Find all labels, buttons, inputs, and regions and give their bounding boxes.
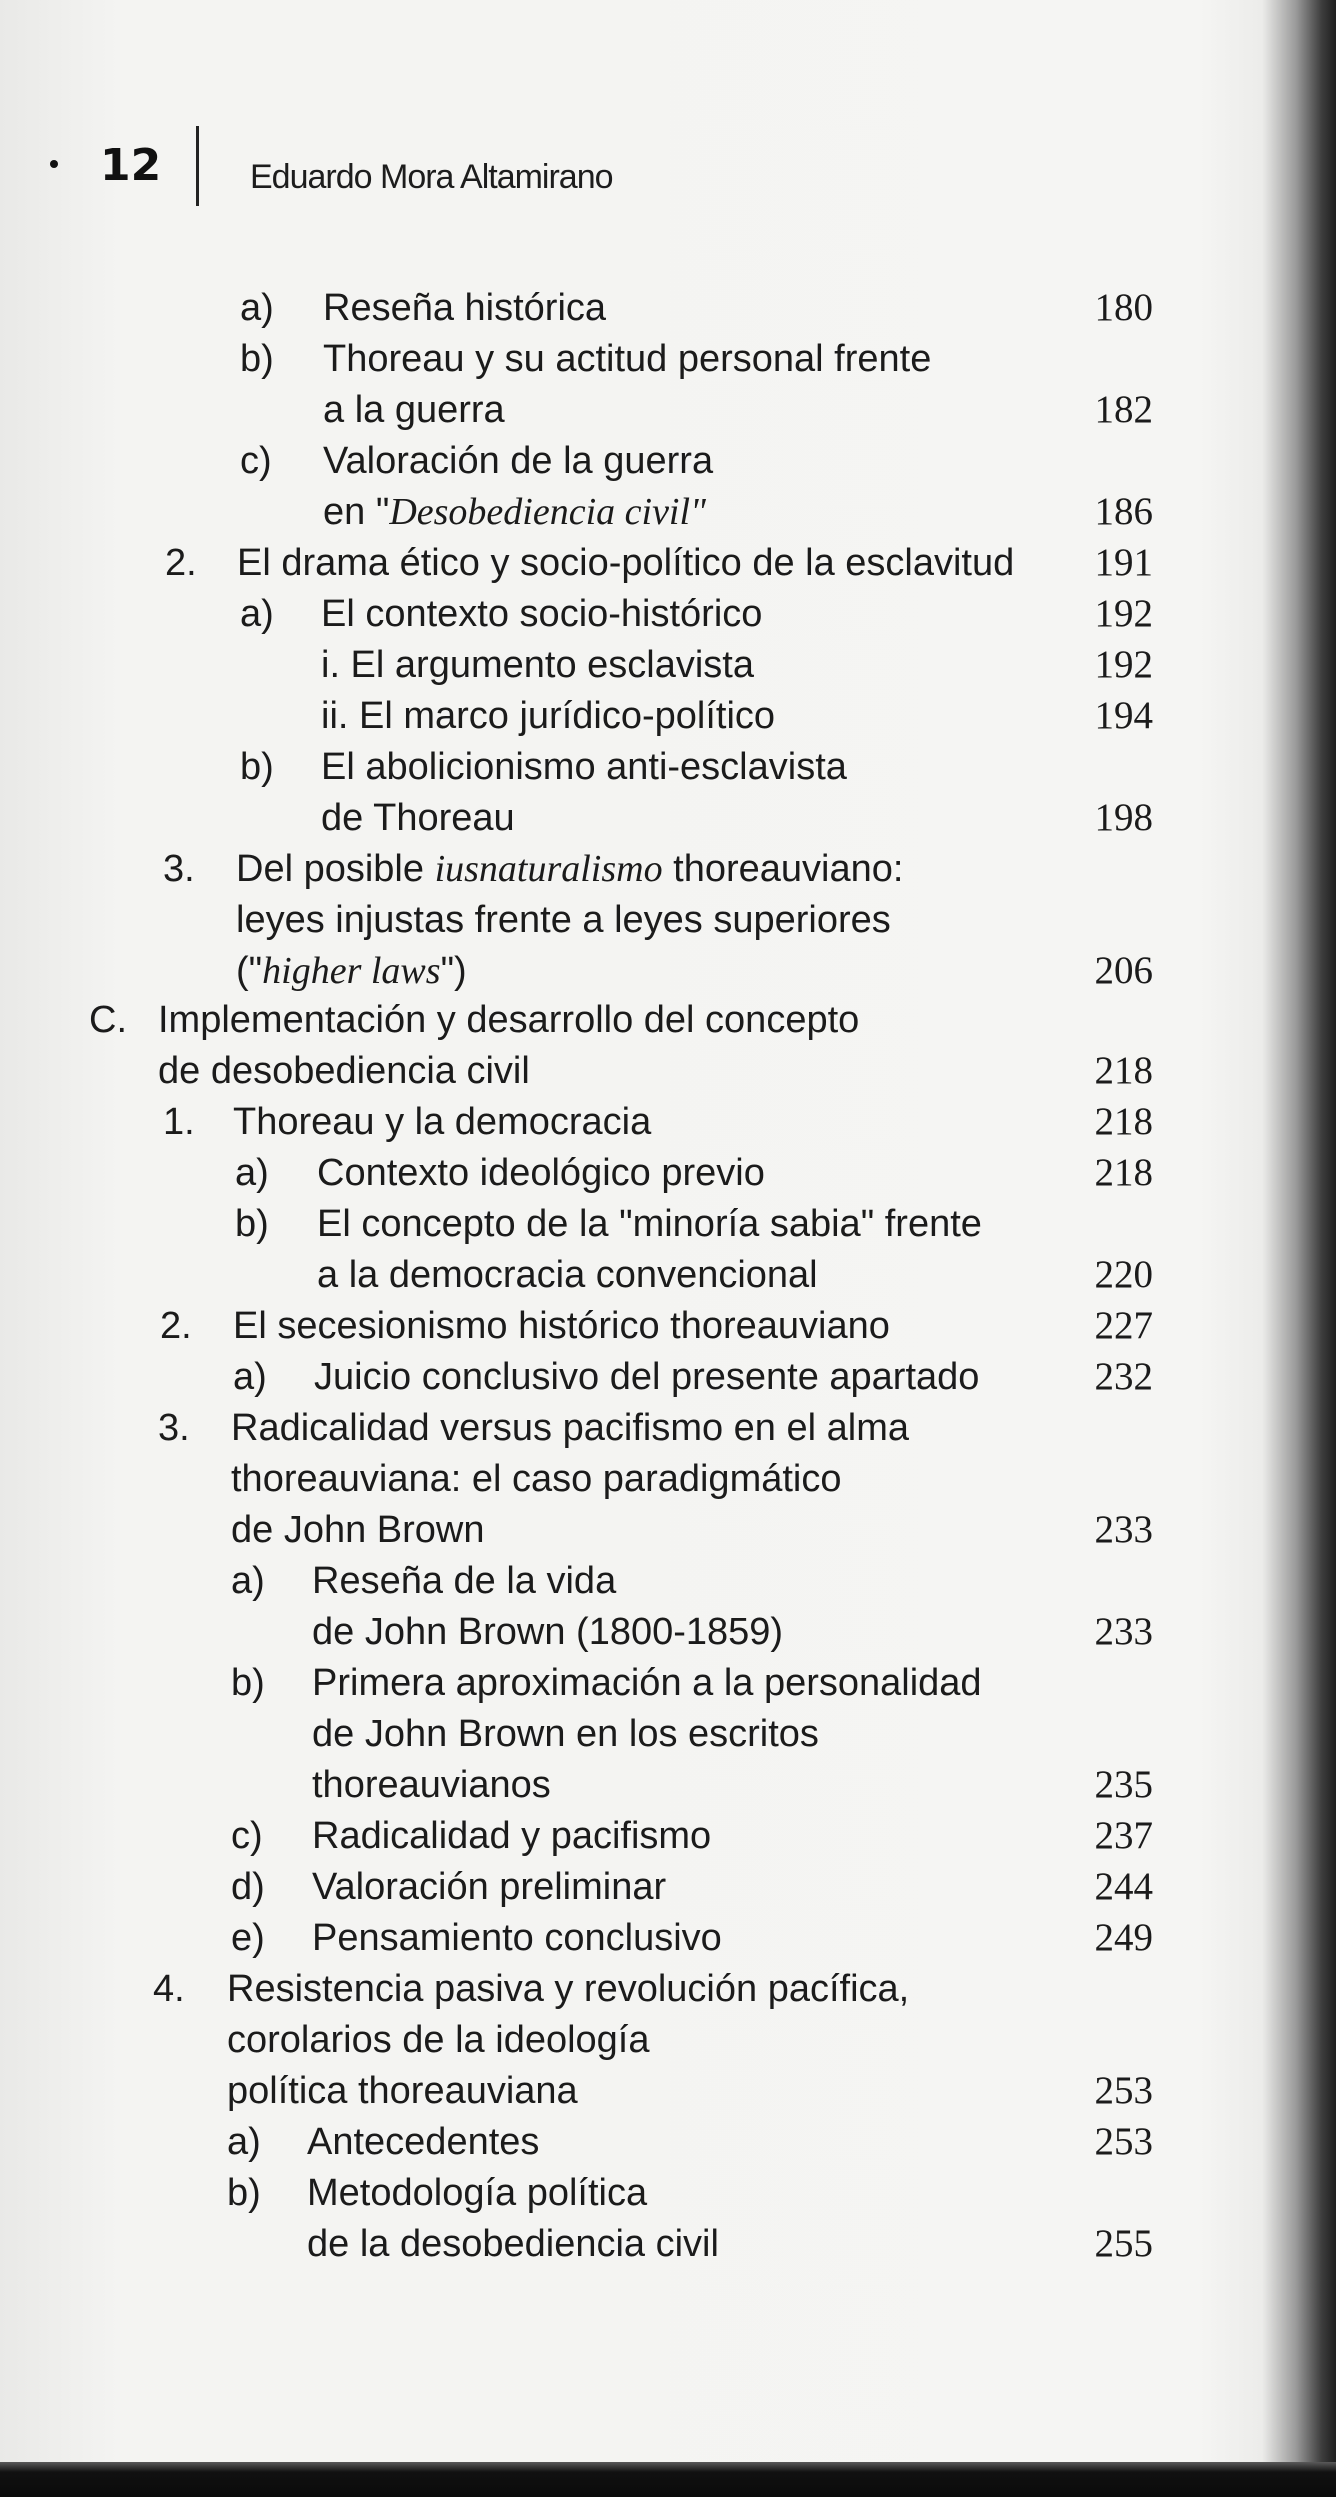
toc-marker: 2. (165, 542, 197, 584)
toc-title-part: (" (236, 950, 263, 992)
toc-title: a la guerra (323, 389, 505, 431)
toc-title: Metodología política (307, 2172, 648, 2214)
toc-entry-continuation (0, 1505, 1336, 1555)
toc-marker: a) (240, 287, 274, 329)
toc-entry (0, 1148, 1336, 1198)
toc-marker: b) (227, 2172, 261, 2214)
toc-entry-continuation (0, 1454, 1336, 1504)
toc-title: El drama ético y socio-político de la esclavitud (237, 542, 1015, 584)
toc-title: Thoreau y la democracia (233, 1101, 652, 1143)
toc-title: ii. El marco jurídico-político (321, 695, 776, 737)
page-number: 12 (100, 140, 162, 191)
toc-page: 233 (1094, 1610, 1153, 1653)
toc-entry (0, 1964, 1336, 2014)
toc-title: i. El argumento esclavista (321, 644, 754, 686)
toc-title: Thoreau y su actitud personal frente (323, 338, 932, 380)
toc-page: 180 (1094, 286, 1153, 329)
toc-title: El abolicionismo anti-esclavista (321, 746, 847, 788)
toc-page: 233 (1094, 1508, 1153, 1551)
toc-marker: 3. (158, 1407, 190, 1449)
toc-entry-continuation (0, 385, 1336, 435)
toc-entry-continuation (0, 1607, 1336, 1657)
toc-entry (0, 538, 1336, 588)
toc-page: 253 (1094, 2069, 1153, 2112)
toc-marker: a) (231, 1560, 265, 1602)
toc-marker: b) (231, 1662, 265, 1704)
toc-entry (0, 334, 1336, 384)
toc-title-part: ") (440, 950, 467, 992)
toc-title (236, 946, 467, 996)
toc-title: de John Brown (1800-1859) (312, 1611, 784, 1653)
toc-page: 192 (1094, 592, 1153, 635)
toc-entry (0, 844, 1336, 894)
toc-entry-continuation (0, 1760, 1336, 1810)
toc-entry (0, 1199, 1336, 1249)
toc-title-part: thoreauviano: (662, 848, 904, 890)
toc-title: leyes injustas frente a leyes superiores (236, 899, 891, 941)
toc-entry (0, 1556, 1336, 1606)
toc-entry-continuation (0, 2219, 1336, 2269)
toc-entry (0, 742, 1336, 792)
toc-page: 255 (1094, 2222, 1153, 2265)
toc-title: de la desobediencia civil (307, 2223, 719, 2265)
toc-page: 237 (1094, 1814, 1153, 1857)
toc-entry (0, 1352, 1336, 1402)
toc-title: Juicio conclusivo del presente apartado (314, 1356, 980, 1398)
toc-entry (0, 640, 1336, 690)
toc-marker: b) (235, 1203, 269, 1245)
toc-title: Contexto ideológico previo (317, 1152, 765, 1194)
toc-page: 235 (1094, 1763, 1153, 1806)
toc-marker: b) (240, 338, 274, 380)
toc-page: 218 (1094, 1100, 1153, 1143)
toc-title: de desobediencia civil (158, 1050, 530, 1092)
toc-title: Valoración de la guerra (323, 440, 714, 482)
toc-title: Primera aproximación a la personalidad (312, 1662, 982, 1704)
toc-title: thoreauvianos (312, 1764, 551, 1806)
toc-title-italic: higher laws (262, 950, 441, 992)
toc-page: 198 (1094, 796, 1153, 839)
toc-title-italic: iusnaturalismo (434, 848, 663, 890)
toc-entry-continuation (0, 487, 1336, 537)
toc-marker: b) (240, 746, 274, 788)
toc-title: de Thoreau (321, 797, 515, 839)
toc-title: política thoreauviana (227, 2070, 578, 2112)
toc-entry-continuation (0, 1250, 1336, 1300)
toc-marker: 3. (163, 848, 195, 890)
toc-title: Resistencia pasiva y revolución pacífica, (227, 1968, 910, 2010)
toc-marker: C. (89, 999, 127, 1041)
toc-page: 186 (1094, 490, 1153, 533)
toc-marker: 1. (163, 1101, 195, 1143)
toc-entry (0, 1403, 1336, 1453)
toc-marker: c) (231, 1815, 263, 1857)
toc-page: 206 (1094, 949, 1153, 992)
toc-marker: a) (240, 593, 274, 635)
toc-entry (0, 1862, 1336, 1912)
toc-title (323, 487, 706, 537)
toc-marker: a) (233, 1356, 267, 1398)
toc-title: a la democracia convencional (317, 1254, 818, 1296)
toc-title: corolarios de la ideología (227, 2019, 650, 2061)
toc-title: Antecedentes (307, 2121, 540, 2163)
toc-marker: c) (240, 440, 272, 482)
toc-entry (0, 1097, 1336, 1147)
toc-title: thoreauviana: el caso paradigmático (231, 1458, 842, 1500)
toc-page: 220 (1094, 1253, 1153, 1296)
toc-marker: d) (231, 1866, 265, 1908)
toc-title: El secesionismo histórico thoreauviano (233, 1305, 890, 1347)
toc-title: El concepto de la "minoría sabia" frente (317, 1203, 982, 1245)
toc-title: Valoración preliminar (312, 1866, 667, 1908)
toc-marker: e) (231, 1917, 265, 1959)
toc-entry (0, 436, 1336, 486)
toc-page: 192 (1094, 643, 1153, 686)
toc-page: 232 (1094, 1355, 1153, 1398)
toc-title: Radicalidad y pacifismo (312, 1815, 712, 1857)
toc-entry-continuation (0, 793, 1336, 843)
toc-page: 194 (1094, 694, 1153, 737)
toc-title: Pensamiento conclusivo (312, 1917, 722, 1959)
toc-marker: a) (235, 1152, 269, 1194)
toc-entry-continuation (0, 2066, 1336, 2116)
toc-entry (0, 2117, 1336, 2167)
toc-page: 182 (1094, 388, 1153, 431)
toc-page: 218 (1094, 1151, 1153, 1194)
toc-marker: a) (227, 2121, 261, 2163)
toc-page: 218 (1094, 1049, 1153, 1092)
toc-entry (0, 1301, 1336, 1351)
toc-entry (0, 1913, 1336, 1963)
toc-entry-continuation (0, 2015, 1336, 2065)
toc-entry-continuation (0, 946, 1336, 996)
toc-page: 249 (1094, 1916, 1153, 1959)
toc-entry-continuation (0, 1709, 1336, 1759)
toc-title: Implementación y desarrollo del concepto (158, 999, 860, 1041)
running-head-author: Eduardo Mora Altamirano (250, 158, 613, 196)
toc-title-italic: Desobediencia civil" (389, 491, 707, 533)
toc-page: 244 (1094, 1865, 1153, 1908)
toc-marker: 2. (160, 1305, 192, 1347)
toc-page: 227 (1094, 1304, 1153, 1347)
toc-page: 191 (1094, 541, 1153, 584)
toc-title-part: en " (323, 491, 390, 533)
toc-entry (0, 283, 1336, 333)
toc-entry (0, 1811, 1336, 1861)
toc-page: 253 (1094, 2120, 1153, 2163)
toc-entry (0, 589, 1336, 639)
page-bottom-edge (0, 2462, 1336, 2497)
toc-entry (0, 691, 1336, 741)
toc-title: de John Brown (231, 1509, 485, 1551)
toc-title: El contexto socio-histórico (321, 593, 763, 635)
toc-entry (0, 995, 1336, 1045)
toc-entry-continuation (0, 1046, 1336, 1096)
toc-title-part: Del posible (236, 848, 435, 890)
toc-marker: 4. (153, 1968, 185, 2010)
toc-title: Radicalidad versus pacifismo en el alma (231, 1407, 909, 1449)
toc-entry (0, 1658, 1336, 1708)
toc-title (236, 844, 903, 894)
toc-title: Reseña histórica (323, 287, 607, 329)
toc-title: de John Brown en los escritos (312, 1713, 819, 1755)
toc-entry-continuation (0, 895, 1336, 945)
toc-title: Reseña de la vida (312, 1560, 617, 1602)
toc-entry (0, 2168, 1336, 2218)
